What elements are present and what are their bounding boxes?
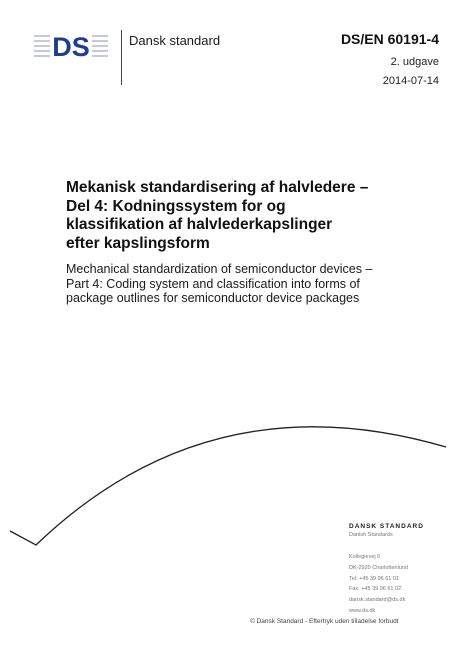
address-line: DK-2920 Charlottenlund	[349, 564, 409, 571]
title-danish-line: klassifikation af halvlederkapslinger	[66, 216, 333, 233]
publisher-block	[349, 523, 459, 617]
publisher-subtitle: Danish Standards	[349, 532, 393, 538]
title-danish-line: efter kapslingsform	[66, 234, 210, 252]
address-line: Tel: +45 39 96 61 01	[349, 575, 399, 582]
title-danish-line: Del 4: Kodningssystem for og	[66, 197, 286, 215]
address-line: dansk.standard@ds.dk	[349, 597, 406, 604]
address-line: www.ds.dk	[349, 607, 376, 614]
title-english-line: package outlines for semiconductor device packages	[66, 291, 360, 305]
publisher-address	[349, 552, 459, 617]
logo-text: DS	[52, 32, 90, 60]
edition: 2. udgave	[390, 56, 439, 68]
standard-label: Dansk standard	[129, 33, 221, 48]
address-line: Kollegievej 6	[349, 554, 381, 560]
title-danish-line: Mekanisk standardisering af halvledere –	[66, 179, 369, 196]
standard-number: DS/EN 60191-4	[340, 31, 439, 47]
address-line: Fax: +45 39 96 61 02	[349, 586, 402, 593]
publication-date: 2014-07-14	[382, 75, 439, 87]
title-english-line: Part 4: Coding system and classification into forms of	[66, 276, 360, 291]
title-english-line: Mechanical standardization of semiconductor devices –	[66, 262, 373, 276]
copyright-notice: © Dansk Standard - Eftertryk uden tilladelse forbudt	[250, 618, 399, 625]
publisher-name: DANSK STANDARD	[349, 523, 424, 530]
